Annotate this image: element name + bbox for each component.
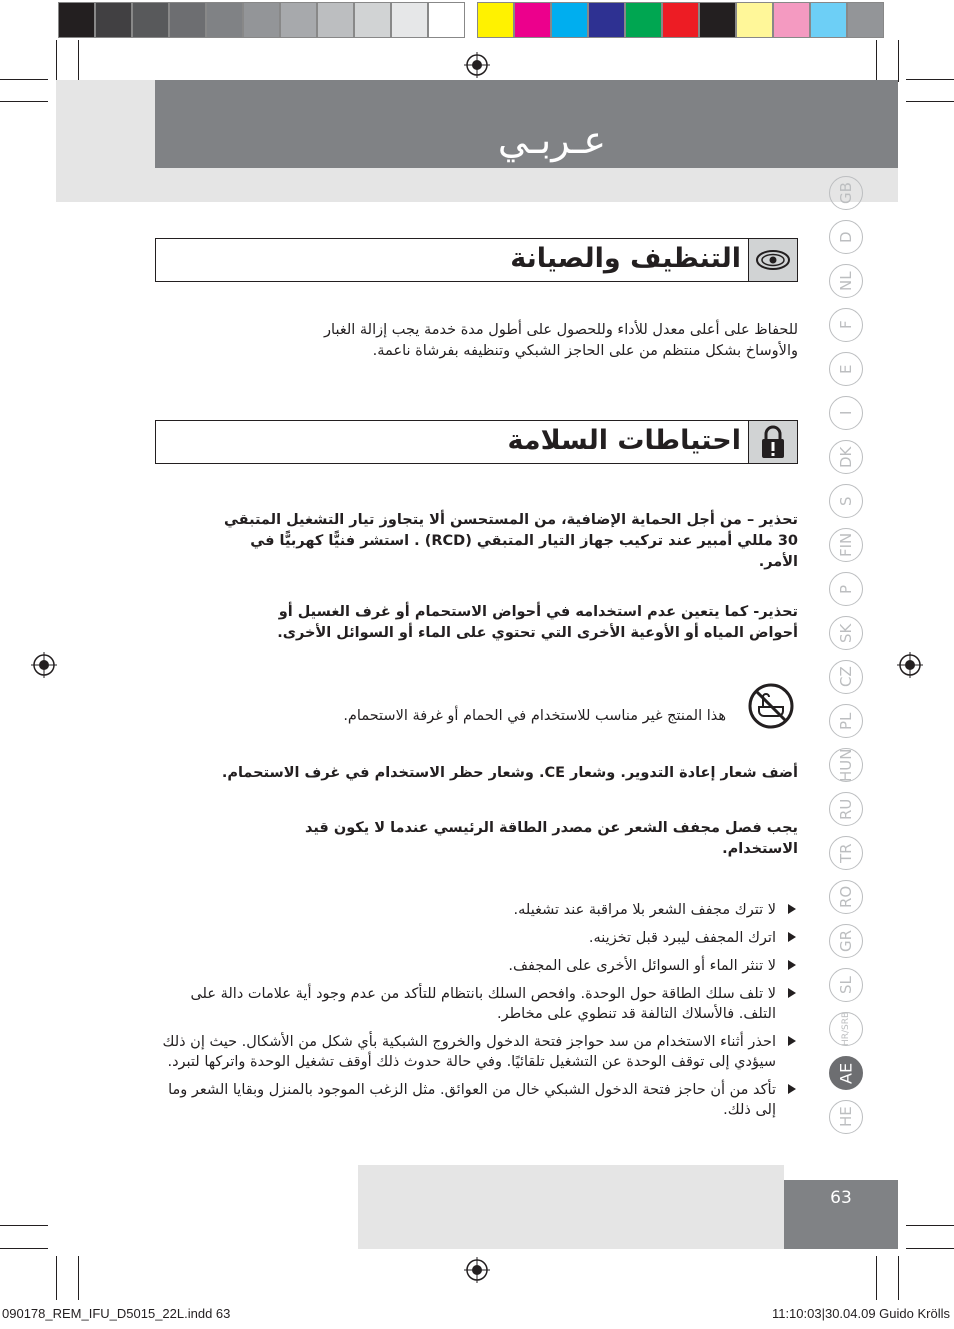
bullet-arrow-icon xyxy=(788,932,796,942)
cleaning-body-line: والأوساخ بشكل منتظم من على الحاجز الشبكي وتنظيفه بفرشاة ناعمة. xyxy=(372,343,798,359)
warning-line: تحذير- كما يتعين عدم استخدامه في أحواض الاستحمام أو غرف الغسيل أو xyxy=(278,604,798,620)
language-tab-sk[interactable]: SK xyxy=(829,616,863,650)
safety-bullet-list xyxy=(158,900,798,1128)
language-tab-p[interactable]: P xyxy=(829,572,863,606)
warning-line: الاستخدام. xyxy=(722,841,798,857)
bullet-text: لا تترك مجفف الشعر بلا مراقبة عند تشغيله. xyxy=(513,902,776,918)
no-bath-icon xyxy=(748,683,794,729)
color-swatch xyxy=(551,2,588,38)
registration-mark-icon xyxy=(464,1257,490,1283)
crop-mark xyxy=(56,40,57,82)
color-swatch xyxy=(773,2,810,38)
color-swatch xyxy=(354,2,391,38)
language-tab-hun[interactable]: HUN xyxy=(829,748,863,782)
bullet-text: اترك المجفف ليبرد قبل تخزينه. xyxy=(588,930,776,946)
language-tab-ru[interactable]: RU xyxy=(829,792,863,826)
registration-mark-icon xyxy=(897,652,923,678)
section-icon-cell xyxy=(748,239,797,281)
crop-mark xyxy=(78,1256,79,1300)
language-tab-dk[interactable]: DK xyxy=(829,440,863,474)
eye-icon xyxy=(755,249,791,271)
language-tab-tr[interactable]: TR xyxy=(829,836,863,870)
safety-title: احتياطات السلامة xyxy=(507,425,741,456)
cleaning-body-line: للحفاظ على أعلى معدل للأداء وللحصول على أطول مدة خدمة يجب إزالة الغبار xyxy=(324,322,798,338)
bullet-text: تأكد من أن حاجز فتحة الدخول الشبكي خال من العوائق. مثل الزغب الموجود بالمنزل وبقايا الشعر وما إلى ذلك. xyxy=(168,1082,776,1118)
language-tab-ro[interactable]: RO xyxy=(829,880,863,914)
no-bath-text: هذا المنتج غير مناسب للاستخدام في الحمام أو غرفة الاستحمام. xyxy=(343,708,726,724)
color-swatch xyxy=(280,2,317,38)
bullet-arrow-icon xyxy=(788,1084,796,1094)
language-tab-he[interactable]: HE xyxy=(829,1100,863,1134)
warning-line: الأمر. xyxy=(758,554,798,570)
crop-mark xyxy=(906,79,954,80)
warning-rcd xyxy=(158,510,798,573)
color-swatch xyxy=(317,2,354,38)
color-swatch xyxy=(428,2,465,38)
crop-mark xyxy=(78,40,79,82)
color-swatch xyxy=(810,2,847,38)
crop-mark xyxy=(906,101,954,102)
registration-mark-icon xyxy=(31,652,57,678)
language-tabs xyxy=(828,176,864,1144)
color-swatch xyxy=(477,2,514,38)
color-swatch xyxy=(625,2,662,38)
language-tab-gb[interactable]: GB xyxy=(829,176,863,210)
crop-mark xyxy=(898,40,899,82)
cleaning-body xyxy=(158,320,798,362)
bullet-item xyxy=(158,1032,798,1072)
bullet-item xyxy=(158,900,798,920)
language-tab-d[interactable]: D xyxy=(829,220,863,254)
bullet-arrow-icon xyxy=(788,1036,796,1046)
color-swatch xyxy=(662,2,699,38)
language-title: عـربـي xyxy=(497,118,606,162)
bullet-item xyxy=(158,928,798,948)
ce-logo-line: أضف شعار إعادة التدوير. وشعار CE. وشعار حظر الاستخدام في غرف الاستحمام. xyxy=(221,765,798,781)
file-slug: 090178_REM_IFU_D5015_22L.indd 63 xyxy=(2,1306,231,1321)
color-swatch xyxy=(206,2,243,38)
crop-mark xyxy=(898,1256,899,1300)
timestamp-slug: 11:10:03|30.04.09 Guido Krölls xyxy=(771,1306,950,1321)
page-number: 63 xyxy=(830,1188,852,1208)
language-tab-i[interactable]: I xyxy=(829,396,863,430)
bullet-arrow-icon xyxy=(788,904,796,914)
bullet-text: احذر أثناء الاستخدام من سد حواجز فتحة الدخول والخروج الشبكية بأي شكل من الأشكال. حيث إن ذلك سيؤدي إلى توقف الوحدة عن التشغيل تلقائيًا. وفي حالة حدوث ذلك أوقف تشغيل الوحدة واتركها لتبرد. xyxy=(162,1034,776,1070)
color-swatch xyxy=(514,2,551,38)
language-tab-gr[interactable]: GR xyxy=(829,924,863,958)
language-tab-cz[interactable]: CZ xyxy=(829,660,863,694)
warning-line: تحذير – من أجل الحماية الإضافية، من المستحسن ألا يتجاوز تيار التشغيل المتبقي xyxy=(223,512,798,528)
lock-icon xyxy=(760,425,786,459)
warning-line: 30 مللي أمبير عند تركيب جهاز التيار المتبقي (RCD) . استشر فنيًّا كهربيًّا في xyxy=(250,533,798,549)
language-tab-e[interactable]: E xyxy=(829,352,863,386)
color-swatch xyxy=(847,2,884,38)
crop-mark xyxy=(0,101,48,102)
bullet-text: لا تنثر الماء أو السوائل الأخرى على المجفف. xyxy=(508,958,776,974)
color-swatch xyxy=(736,2,773,38)
language-tab-f[interactable]: F xyxy=(829,308,863,342)
color-swatch xyxy=(243,2,280,38)
cleaning-section-header xyxy=(155,238,798,282)
cleaning-title: التنظيف والصيانة xyxy=(510,243,741,274)
crop-mark xyxy=(906,1248,954,1249)
crop-mark xyxy=(876,40,877,82)
crop-mark xyxy=(876,1256,877,1300)
warning-line: أحواض المياه أو الأوعية الأخرى التي تحتوي على الماء أو السوائل الأخرى. xyxy=(277,625,798,641)
color-swatch xyxy=(699,2,736,38)
safety-section-header xyxy=(155,420,798,464)
language-tab-nl[interactable]: NL xyxy=(829,264,863,298)
warning-line: يجب فصل مجفف الشعر عن مصدر الطاقة الرئيسي عندما لا يكون قيد xyxy=(305,820,798,836)
color-swatch xyxy=(169,2,206,38)
language-tab-sl[interactable]: SL xyxy=(829,968,863,1002)
language-tab-pl[interactable]: PL xyxy=(829,704,863,738)
bullet-arrow-icon xyxy=(788,960,796,970)
warning-water xyxy=(158,602,798,644)
bullet-item xyxy=(158,956,798,976)
color-swatch xyxy=(391,2,428,38)
unplug-warning xyxy=(158,818,798,860)
language-tab-fin[interactable]: FIN xyxy=(829,528,863,562)
crop-mark xyxy=(56,1256,57,1300)
language-tab-s[interactable]: S xyxy=(829,484,863,518)
footer-background-panel xyxy=(358,1165,784,1249)
crop-mark xyxy=(0,79,48,80)
language-tab-hr-srb[interactable]: HR/SRB xyxy=(829,1012,863,1046)
crop-mark xyxy=(0,1225,48,1226)
registration-mark-icon xyxy=(464,52,490,78)
swatch-gap xyxy=(465,2,477,40)
crop-mark xyxy=(0,1248,48,1249)
language-tab-ae[interactable]: AE xyxy=(829,1056,863,1090)
color-swatch xyxy=(132,2,169,38)
crop-mark xyxy=(906,1225,954,1226)
bullet-arrow-icon xyxy=(788,988,796,998)
color-swatch xyxy=(588,2,625,38)
bullet-item xyxy=(158,1080,798,1120)
print-color-bar xyxy=(58,2,884,40)
bullet-text: لا تلف سلك الطاقة حول الوحدة. وافحص السلك بانتظام للتأكد من عدم وجود أية علامات دالة على التلف. فالأسلاك التالفة قد تنطوي على مخاطر. xyxy=(190,986,776,1022)
section-icon-cell xyxy=(748,421,797,463)
color-swatch xyxy=(58,2,95,38)
color-swatch xyxy=(95,2,132,38)
bullet-item xyxy=(158,984,798,1024)
